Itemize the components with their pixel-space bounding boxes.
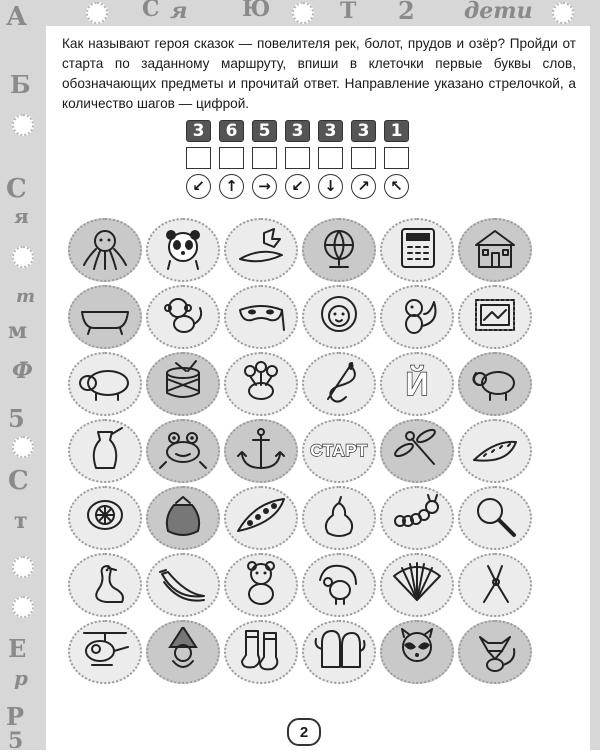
frog-icon [156, 426, 210, 477]
border-letter: т [16, 286, 36, 307]
grid-cell[interactable] [146, 620, 220, 684]
grid-cell[interactable] [146, 218, 220, 282]
grid-cell[interactable] [302, 352, 376, 416]
grid-cell[interactable] [458, 620, 532, 684]
bear-icon [234, 560, 288, 611]
answer-box[interactable] [351, 147, 376, 169]
grid-cell[interactable] [224, 218, 298, 282]
grid-cell[interactable] [146, 285, 220, 349]
ram-icon [468, 359, 522, 410]
grid-cell[interactable] [146, 352, 220, 416]
grid-cell[interactable] [224, 620, 298, 684]
raccoon-icon [390, 627, 444, 678]
border-letter: я [14, 204, 29, 228]
letter-label: Й [405, 365, 429, 402]
arrow-up-icon: ↑ [219, 174, 244, 199]
needle-thread-icon [312, 359, 366, 410]
grid-cell[interactable] [380, 218, 454, 282]
grid-cell[interactable] [458, 285, 532, 349]
step-count: 3 [351, 120, 376, 142]
grid-cell[interactable] [68, 486, 142, 550]
grid-cell[interactable] [302, 218, 376, 282]
border-letter: дети [464, 0, 533, 24]
border-letter: С [6, 174, 27, 204]
pea-pod-icon [234, 493, 288, 544]
grid-cell[interactable] [68, 218, 142, 282]
cucumber-leaf-icon [234, 225, 288, 276]
border-bead [292, 2, 314, 24]
fox-icon [468, 627, 522, 678]
lion-icon [312, 292, 366, 343]
turkey-icon [312, 560, 366, 611]
route-key [186, 120, 409, 199]
squirrel-icon [390, 292, 444, 343]
grid-cell[interactable] [380, 419, 454, 483]
border-letter: С [142, 0, 160, 22]
task-instructions: Как называют героя сказок — повелителя рек, болот, прудов и озёр? Пройди от старта по заданному маршруту, впиши в клеточки первые буквы слов, обозначающих предметы и прочитай ответ. Направление указано стрелочкой, а количество шагов — цифрой. [62, 36, 576, 111]
answer-box[interactable] [186, 147, 211, 169]
border-letter: 2 [398, 0, 415, 25]
border-bead [12, 114, 34, 136]
sack-icon [156, 493, 210, 544]
border-letter: А [6, 2, 28, 32]
grid-cell[interactable] [302, 285, 376, 349]
grid-cell[interactable] [380, 620, 454, 684]
step-count-row [186, 120, 409, 142]
grid-cell[interactable] [68, 419, 142, 483]
step-count: 6 [219, 120, 244, 142]
border-bead [552, 2, 574, 24]
grid-cell[interactable] [224, 486, 298, 550]
grid-cell[interactable] [458, 486, 532, 550]
grid-cell[interactable] [224, 285, 298, 349]
border-bead [12, 246, 34, 268]
arrow-right-icon: → [252, 174, 277, 199]
grid-cell[interactable] [68, 285, 142, 349]
border-letter: 5 [8, 728, 24, 754]
grid-cell[interactable] [224, 553, 298, 617]
border-letter: м [8, 318, 28, 344]
grid-cell[interactable] [458, 553, 532, 617]
border-letter: Т [340, 0, 357, 24]
grid-cell[interactable] [380, 352, 454, 416]
start-cell[interactable] [302, 419, 376, 483]
grid-cell[interactable] [380, 486, 454, 550]
border-letter: Б [10, 70, 31, 99]
step-count: 3 [285, 120, 310, 142]
grid-cell[interactable] [68, 620, 142, 684]
grid-cell[interactable] [68, 553, 142, 617]
start-label: СТАРТ [310, 441, 368, 460]
grid-cell[interactable] [458, 218, 532, 282]
pear-icon [312, 493, 366, 544]
step-count: 1 [384, 120, 409, 142]
lemon-icon [78, 493, 132, 544]
house-icon [468, 225, 522, 276]
page-number: 2 [287, 718, 321, 746]
answer-box[interactable] [384, 147, 409, 169]
step-count: 3 [186, 120, 211, 142]
border-letter: я [170, 0, 188, 24]
border-bead [12, 556, 34, 578]
border-letter: т [14, 508, 28, 534]
goose-icon [78, 560, 132, 611]
border-letter: С [8, 466, 29, 496]
grid-cell[interactable] [146, 419, 220, 483]
panda-icon [156, 225, 210, 276]
grid-cell[interactable] [458, 352, 532, 416]
socks-icon [234, 627, 288, 678]
border-letter: Р [6, 702, 25, 731]
step-count: 5 [252, 120, 277, 142]
border-bead [12, 596, 34, 618]
arrow-down-icon: ↓ [318, 174, 343, 199]
bathtub-icon [78, 292, 132, 343]
border-letter: 5 [8, 404, 25, 433]
border-letter: Ю [242, 0, 271, 22]
picture-grid [68, 218, 600, 687]
grid-cell[interactable] [458, 419, 532, 483]
cucumber-icon [468, 426, 522, 477]
border-bead [12, 436, 34, 458]
grid-cell[interactable] [302, 553, 376, 617]
grid-cell[interactable] [68, 352, 142, 416]
grid-cell[interactable] [380, 285, 454, 349]
border-letter: Ф [12, 358, 33, 384]
monkey-icon [156, 292, 210, 343]
answer-box[interactable] [219, 147, 244, 169]
grid-cell[interactable] [146, 553, 220, 617]
caterpillar-icon [390, 493, 444, 544]
grid-cell[interactable] [302, 486, 376, 550]
globe-icon [312, 225, 366, 276]
arrow-up-right-icon: ↗ [351, 174, 376, 199]
border-bead [86, 2, 108, 24]
grid-cell[interactable] [146, 486, 220, 550]
stamp-icon [468, 292, 522, 343]
arrow-down-left-icon: ↙ [285, 174, 310, 199]
magnifier-icon [468, 493, 522, 544]
arrow-down-left-icon: ↙ [186, 174, 211, 199]
hippo-icon [78, 359, 132, 410]
dragon-icon [234, 359, 288, 410]
helicopter-icon [78, 627, 132, 678]
grid-cell[interactable] [302, 620, 376, 684]
direction-row [186, 174, 409, 199]
calculator-icon [390, 225, 444, 276]
grid-cell[interactable] [380, 553, 454, 617]
fan-icon [390, 560, 444, 611]
gnome-icon [156, 627, 210, 678]
answer-box[interactable] [318, 147, 343, 169]
mittens-icon [312, 627, 366, 678]
step-count: 3 [318, 120, 343, 142]
mask-icon [234, 292, 288, 343]
pliers-icon [468, 560, 522, 611]
border-letter: Е [8, 634, 27, 663]
octopus-icon [78, 225, 132, 276]
bananas-icon [156, 560, 210, 611]
dragonfly-icon [390, 426, 444, 477]
grid-cell[interactable] [224, 419, 298, 483]
drum-icon [156, 359, 210, 410]
answer-box[interactable] [285, 147, 310, 169]
answer-box[interactable] [252, 147, 277, 169]
border-letter: р [14, 666, 28, 690]
grid-cell[interactable] [224, 352, 298, 416]
anchor-icon [234, 426, 288, 477]
answer-row [186, 147, 409, 169]
vase-icon [78, 426, 132, 477]
arrow-up-left-icon: ↖ [384, 174, 409, 199]
